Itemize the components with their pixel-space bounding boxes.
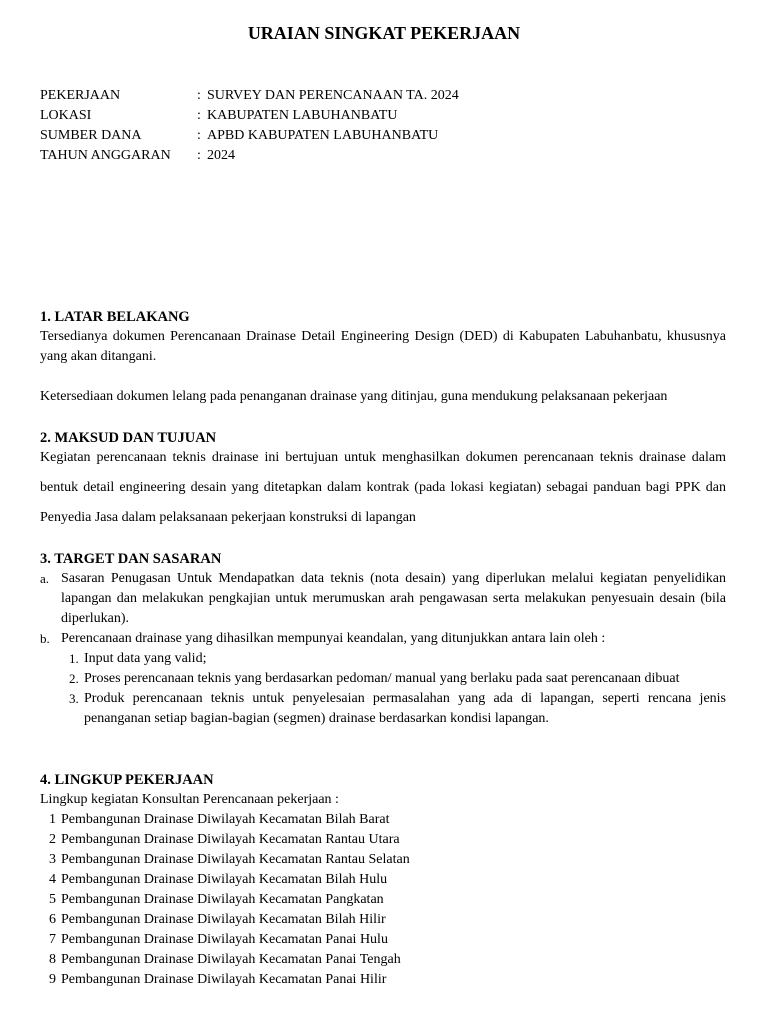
section-heading: 4. LINGKUP PEKERJAAN	[40, 772, 214, 788]
scope-number: 7	[49, 932, 56, 947]
scope-text: Pembangunan Drainase Diwilayah Kecamatan Panai Hilir	[61, 972, 387, 987]
scope-number: 2	[49, 832, 56, 847]
scope-number: 4	[49, 872, 56, 887]
scope-number: 3	[49, 852, 56, 867]
scope-item	[40, 950, 726, 970]
section-lingkup-pekerjaan	[40, 770, 726, 990]
info-colon: :	[197, 148, 201, 163]
list-item-text: Input data yang valid;	[84, 651, 207, 666]
info-label: PEKERJAAN	[40, 88, 121, 103]
info-value: SURVEY DAN PERENCANAAN TA. 2024	[207, 88, 459, 103]
sub-list-item	[40, 689, 726, 729]
list-item	[40, 629, 726, 649]
section-heading: 1. LATAR BELAKANG	[40, 309, 190, 325]
scope-text: Pembangunan Drainase Diwilayah Kecamatan Bilah Hulu	[61, 872, 388, 887]
list-item-text: Proses perencanaan teknis yang berdasarkan pedoman/ manual yang berlaku pada saat perencanaan dibuat	[84, 671, 680, 686]
section-heading: 2. MAKSUD DAN TUJUAN	[40, 430, 217, 446]
list-marker: 1.	[69, 651, 79, 666]
scope-item	[40, 870, 726, 890]
project-info	[40, 86, 459, 166]
info-label: LOKASI	[40, 108, 92, 123]
info-value: APBD KABUPATEN LABUHANBATU	[207, 128, 439, 143]
list-marker: 3.	[69, 691, 79, 706]
scope-text: Pembangunan Drainase Diwilayah Kecamatan Pangkatan	[61, 892, 384, 907]
sub-list-item	[40, 649, 726, 669]
scope-number: 6	[49, 912, 56, 927]
scope-text: Pembangunan Drainase Diwilayah Kecamatan Rantau Utara	[61, 832, 400, 847]
paragraph: Ketersediaan dokumen lelang pada penanganan drainase yang ditinjau, guna mendukung pelaksanaan pekerjaan	[40, 389, 668, 404]
info-colon: :	[197, 128, 201, 143]
info-label: SUMBER DANA	[40, 128, 142, 143]
scope-item	[40, 810, 726, 830]
paragraph: Tersedianya dokumen Perencanaan Drainase Detail Engineering Design (DED) di Kabupaten Labuhanbatu, khususnya yang akan ditangani.	[40, 329, 726, 364]
section-target-sasaran	[40, 549, 726, 729]
scope-item	[40, 930, 726, 950]
paragraph: Lingkup kegiatan Konsultan Perencanaan pekerjaan :	[40, 792, 339, 807]
scope-text: Pembangunan Drainase Diwilayah Kecamatan Bilah Hilir	[61, 912, 386, 927]
list-marker: b.	[40, 631, 50, 646]
list-item-text: Perencanaan drainase yang dihasilkan mempunyai keandalan, yang ditunjukkan antara lain oleh :	[61, 631, 606, 646]
info-row-sumber-dana	[40, 126, 459, 146]
scope-number: 1	[49, 812, 56, 827]
info-colon: :	[197, 108, 201, 123]
scope-text: Pembangunan Drainase Diwilayah Kecamatan Bilah Barat	[61, 812, 390, 827]
scope-item	[40, 890, 726, 910]
sub-list-item	[40, 669, 726, 689]
info-value: 2024	[207, 148, 235, 163]
section-latar-belakang	[40, 307, 726, 407]
scope-item	[40, 830, 726, 850]
scope-number: 5	[49, 892, 56, 907]
list-marker: a.	[40, 571, 50, 586]
section-maksud-tujuan	[40, 428, 726, 533]
list-item-text: Produk perencanaan teknis untuk penyelesaian permasalahan yang ada di lapangan, seperti rencana jenis penanganan setiap bagian-bagian (segmen) drainase berdasarkan kondisi lapangan.	[84, 691, 726, 726]
info-label: TAHUN ANGGARAN	[40, 148, 171, 163]
list-item-text: Sasaran Penugasan Untuk Mendapatkan data teknis (nota desain) yang diperlukan melalui kegiatan penyelidikan lapangan dan melakukan pengkajian untuk merumuskan arah pengawasan serta melakukan penyesuain desain (bila diperlukan).	[61, 571, 726, 626]
paragraph: Kegiatan perencanaan teknis drainase ini bertujuan untuk menghasilkan dokumen perencanaan teknis drainase dalam bentuk detail engineering desain yang ditetapkan dalam kontrak (pada lokasi kegiatan) sebagai panduan bagi PPK dan Penyedia Jasa dalam pelaksanaan pekerjaan konstruksi di lapangan	[40, 450, 726, 525]
scope-item	[40, 970, 726, 990]
info-colon: :	[197, 88, 201, 103]
list-marker: 2.	[69, 671, 79, 686]
scope-number: 8	[49, 952, 56, 967]
scope-text: Pembangunan Drainase Diwilayah Kecamatan Rantau Selatan	[61, 852, 410, 867]
scope-text: Pembangunan Drainase Diwilayah Kecamatan Panai Tengah	[61, 952, 401, 967]
info-row-pekerjaan	[40, 86, 459, 106]
scope-item	[40, 910, 726, 930]
scope-item	[40, 850, 726, 870]
list-item	[40, 569, 726, 629]
scope-text: Pembangunan Drainase Diwilayah Kecamatan Panai Hulu	[61, 932, 388, 947]
info-row-lokasi	[40, 106, 459, 126]
document-title: URAIAN SINGKAT PEKERJAAN	[247, 23, 521, 43]
info-value: KABUPATEN LABUHANBATU	[207, 108, 398, 123]
scope-number: 9	[49, 972, 56, 987]
info-row-tahun-anggaran	[40, 146, 459, 166]
section-heading: 3. TARGET DAN SASARAN	[40, 551, 222, 567]
